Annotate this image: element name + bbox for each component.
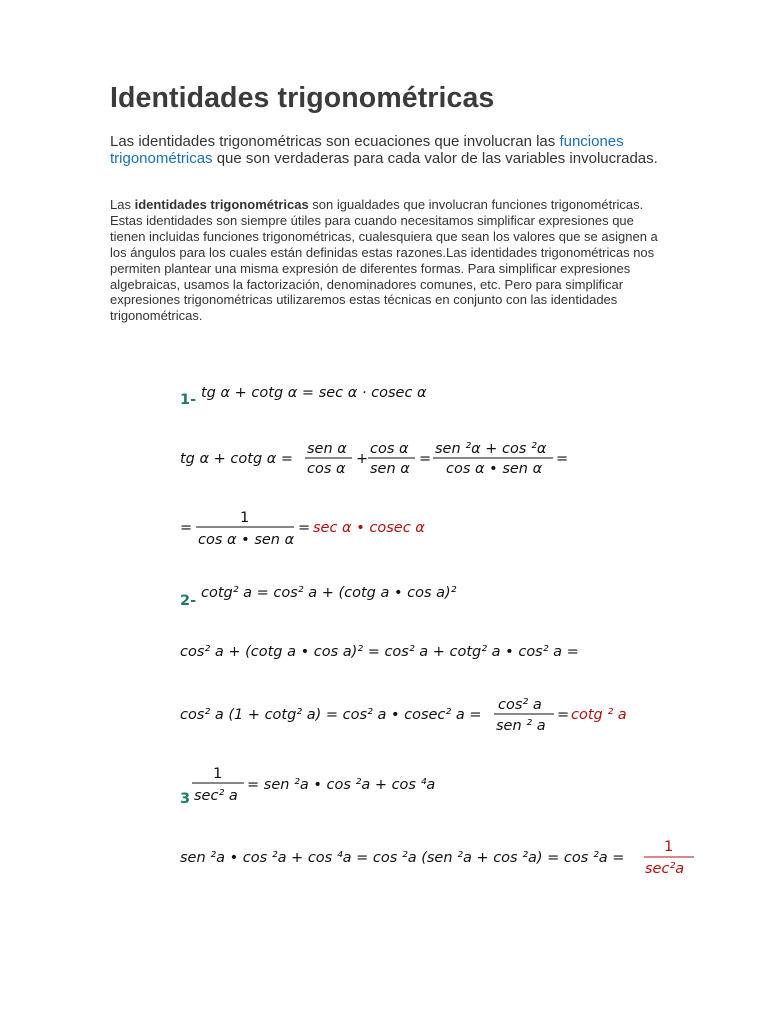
identity-3-result-den: sec²a xyxy=(645,861,685,877)
identity-2-line1: cos² a + (cotg a • cos a)² = cos² a + cotg² a • cos² a = xyxy=(180,644,579,660)
identity-1-statement: tg α + cotg α = sec α · cosec α xyxy=(201,385,427,401)
identity-1-line2-num: 1 xyxy=(240,510,250,526)
identity-1-eq: = xyxy=(419,451,432,467)
intro-text-after: que son verdaderas para cada valor de las variables involucradas. xyxy=(212,150,658,167)
identity-1-line2-den: cos α • sen α xyxy=(198,532,295,548)
identity-1-frac3-den: cos α • sen α xyxy=(446,461,543,477)
identity-2-line2-eq: = xyxy=(557,707,570,723)
description-bold-term: identidades trigonométricas xyxy=(134,197,309,212)
identity-1-line2-eq: = xyxy=(298,520,311,536)
identity-1-frac2-num: cos α xyxy=(370,441,409,457)
description-rest: son igualdades que involucran funciones trigonométricas. Estas identidades son siempre útiles para cuando necesitamos simplificar expresiones que tienen incluidas funciones trigonométricas, cualesquiera que sean los valores que se asignen a los ángulos para los cuales están definidas estas razones.Las identidades trigonométricas nos permiten plantear una misma expresión de diferentes formas. Para simplificar expresiones algebraicas, usamos la factorización, denominadores comunes, etc. Pero para simplificar expresiones trigonométricas utilizaremos estas técnicas en conjunto con las identidades trigonométricas. xyxy=(110,197,658,324)
identity-3-statement-right: = sen ²a • cos ²a + cos ⁴a xyxy=(247,777,436,793)
identity-1-line2-start: = xyxy=(180,520,193,536)
identity-1-frac2-den: sen α xyxy=(370,461,410,477)
identity-1-result: sec α • cosec α xyxy=(313,520,425,536)
description-prefix: Las xyxy=(110,197,135,212)
identity-1-frac1-num: sen α xyxy=(307,441,347,457)
identity-1-number: 1- xyxy=(180,392,197,408)
identity-2-number: 2- xyxy=(180,593,197,609)
identity-1-line1-left: tg α + cotg α = xyxy=(180,451,294,467)
identity-1-frac1-den: cos α xyxy=(307,461,346,477)
identity-2-line2-left: cos² a (1 + cotg² a) = cos² a • cosec² a = xyxy=(180,707,482,723)
identity-3-number: 3 xyxy=(180,791,191,807)
intro-text-before: Las identidades trigonométricas son ecuaciones que involucran las xyxy=(110,133,560,150)
identity-1-frac3-num: sen ²α + cos ²α xyxy=(435,441,547,457)
identity-3-statement-num: 1 xyxy=(213,766,223,782)
identity-2-line2-den: sen ² a xyxy=(496,718,546,734)
identity-3-line1-left: sen ²a • cos ²a + cos ⁴a = cos ²a (sen ²a + cos ²a) = cos ²a = xyxy=(180,850,625,866)
identity-2-result: cotg ² a xyxy=(571,707,627,723)
identity-1-line1-end: = xyxy=(556,451,569,467)
identity-1-plus: + xyxy=(356,451,369,467)
identity-3-statement-den: sec² a xyxy=(194,788,238,804)
identity-3-result-num: 1 xyxy=(664,839,674,855)
page-title: Identidades trigonométricas xyxy=(110,82,495,114)
identity-2-statement: cotg² a = cos² a + (cotg a • cos a)² xyxy=(201,585,457,601)
funciones-trigonometricas-link[interactable]: funciones trigonométricas xyxy=(110,133,624,167)
identity-2-line2-num: cos² a xyxy=(498,697,542,713)
